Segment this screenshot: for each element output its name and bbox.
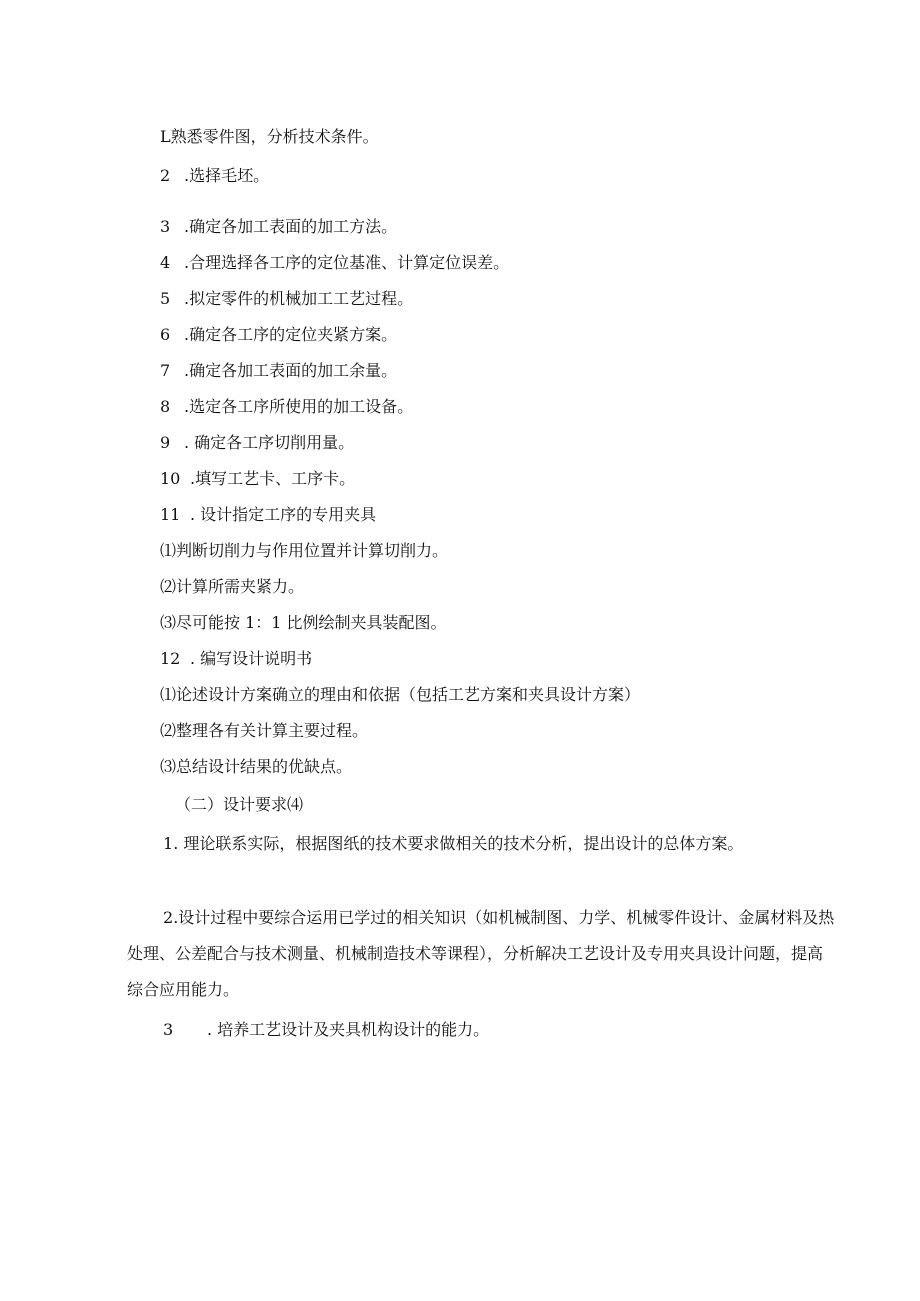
sub-item: ⑵整理各有关计算主要过程。 [160,721,369,740]
item-number: 2 [163,908,174,927]
item-text: . 设计指定工序的专用夹具 [190,505,377,524]
item-text: .选择毛坯。 [184,166,270,185]
item-text: .选定各工序所使用的加工设备。 [184,397,414,416]
item-text: .拟定零件的机械加工工艺过程。 [184,289,414,308]
item-text: .设计过程中要综合运用已学过的相关知识（如机械制图、力学、机械零件设计、金属材料及热处理、公差配合与技术测量、机械制造技术等课程），分析解决工艺设计及专用夹具设计问题，提高综合应用能力。 [127,908,835,999]
list-item [160,397,413,417]
item-number: 9 [160,433,171,452]
item-text: .合理选择各工序的定位基准、计算定位误差。 [184,253,510,272]
sub-item: ⑴判断切削力与作用位置并计算切削力。 [160,541,449,560]
item-number: 5 [160,289,171,308]
item-number: 10 [160,469,181,488]
requirement-paragraph [127,900,837,1008]
list-item [160,166,269,186]
list-item [160,217,397,237]
list-item [160,649,312,669]
item-text: 熟悉零件图，分析技术条件。 [170,127,379,146]
list-item [160,325,397,345]
list-item [160,253,509,273]
sub-item: ⑶总结设计结果的优缺点。 [160,757,353,776]
item-text: . 培养工艺设计及夹具机构设计的能力。 [207,1020,490,1039]
requirement-paragraph [163,1020,489,1040]
list-item [160,505,376,525]
list-item [160,433,354,453]
item-number: 7 [160,361,171,380]
sub-item: ⑴论述设计方案确立的理由和依据（包括工艺方案和夹具设计方案） [160,685,641,704]
item-text: .确定各加工表面的加工余量。 [184,361,398,380]
list-item [160,127,379,147]
item-text: .确定各工序的定位夹紧方案。 [184,325,398,344]
requirement-paragraph [127,826,837,862]
item-number: L [160,127,171,146]
item-text: .确定各加工表面的加工方法。 [184,217,398,236]
item-number: 6 [160,325,171,344]
item-number: 2 [160,166,171,185]
list-item [160,469,355,489]
item-text: . 确定各工序切削用量。 [184,433,355,452]
list-item [160,361,397,381]
item-number: 3 [163,1020,174,1039]
item-text: . 编写设计说明书 [190,649,313,668]
item-number: 4 [160,253,171,272]
sub-item: ⑶尽可能按 1：1 比例绘制夹具装配图。 [160,613,447,632]
sub-item: ⑵计算所需夹紧力。 [160,577,305,596]
item-text: .填写工艺卡、工序卡。 [190,469,356,488]
section-heading: （二）设计要求⑷ [175,795,304,814]
item-text: . 理论联系实际，根据图纸的技术要求做相关的技术分析，提出设计的总体方案。 [173,834,744,853]
item-number: 3 [160,217,171,236]
item-number: 8 [160,397,171,416]
item-number: 1 [163,834,174,853]
item-number: 12 [160,649,181,668]
list-item [160,289,413,309]
item-number: 11 [160,505,181,524]
